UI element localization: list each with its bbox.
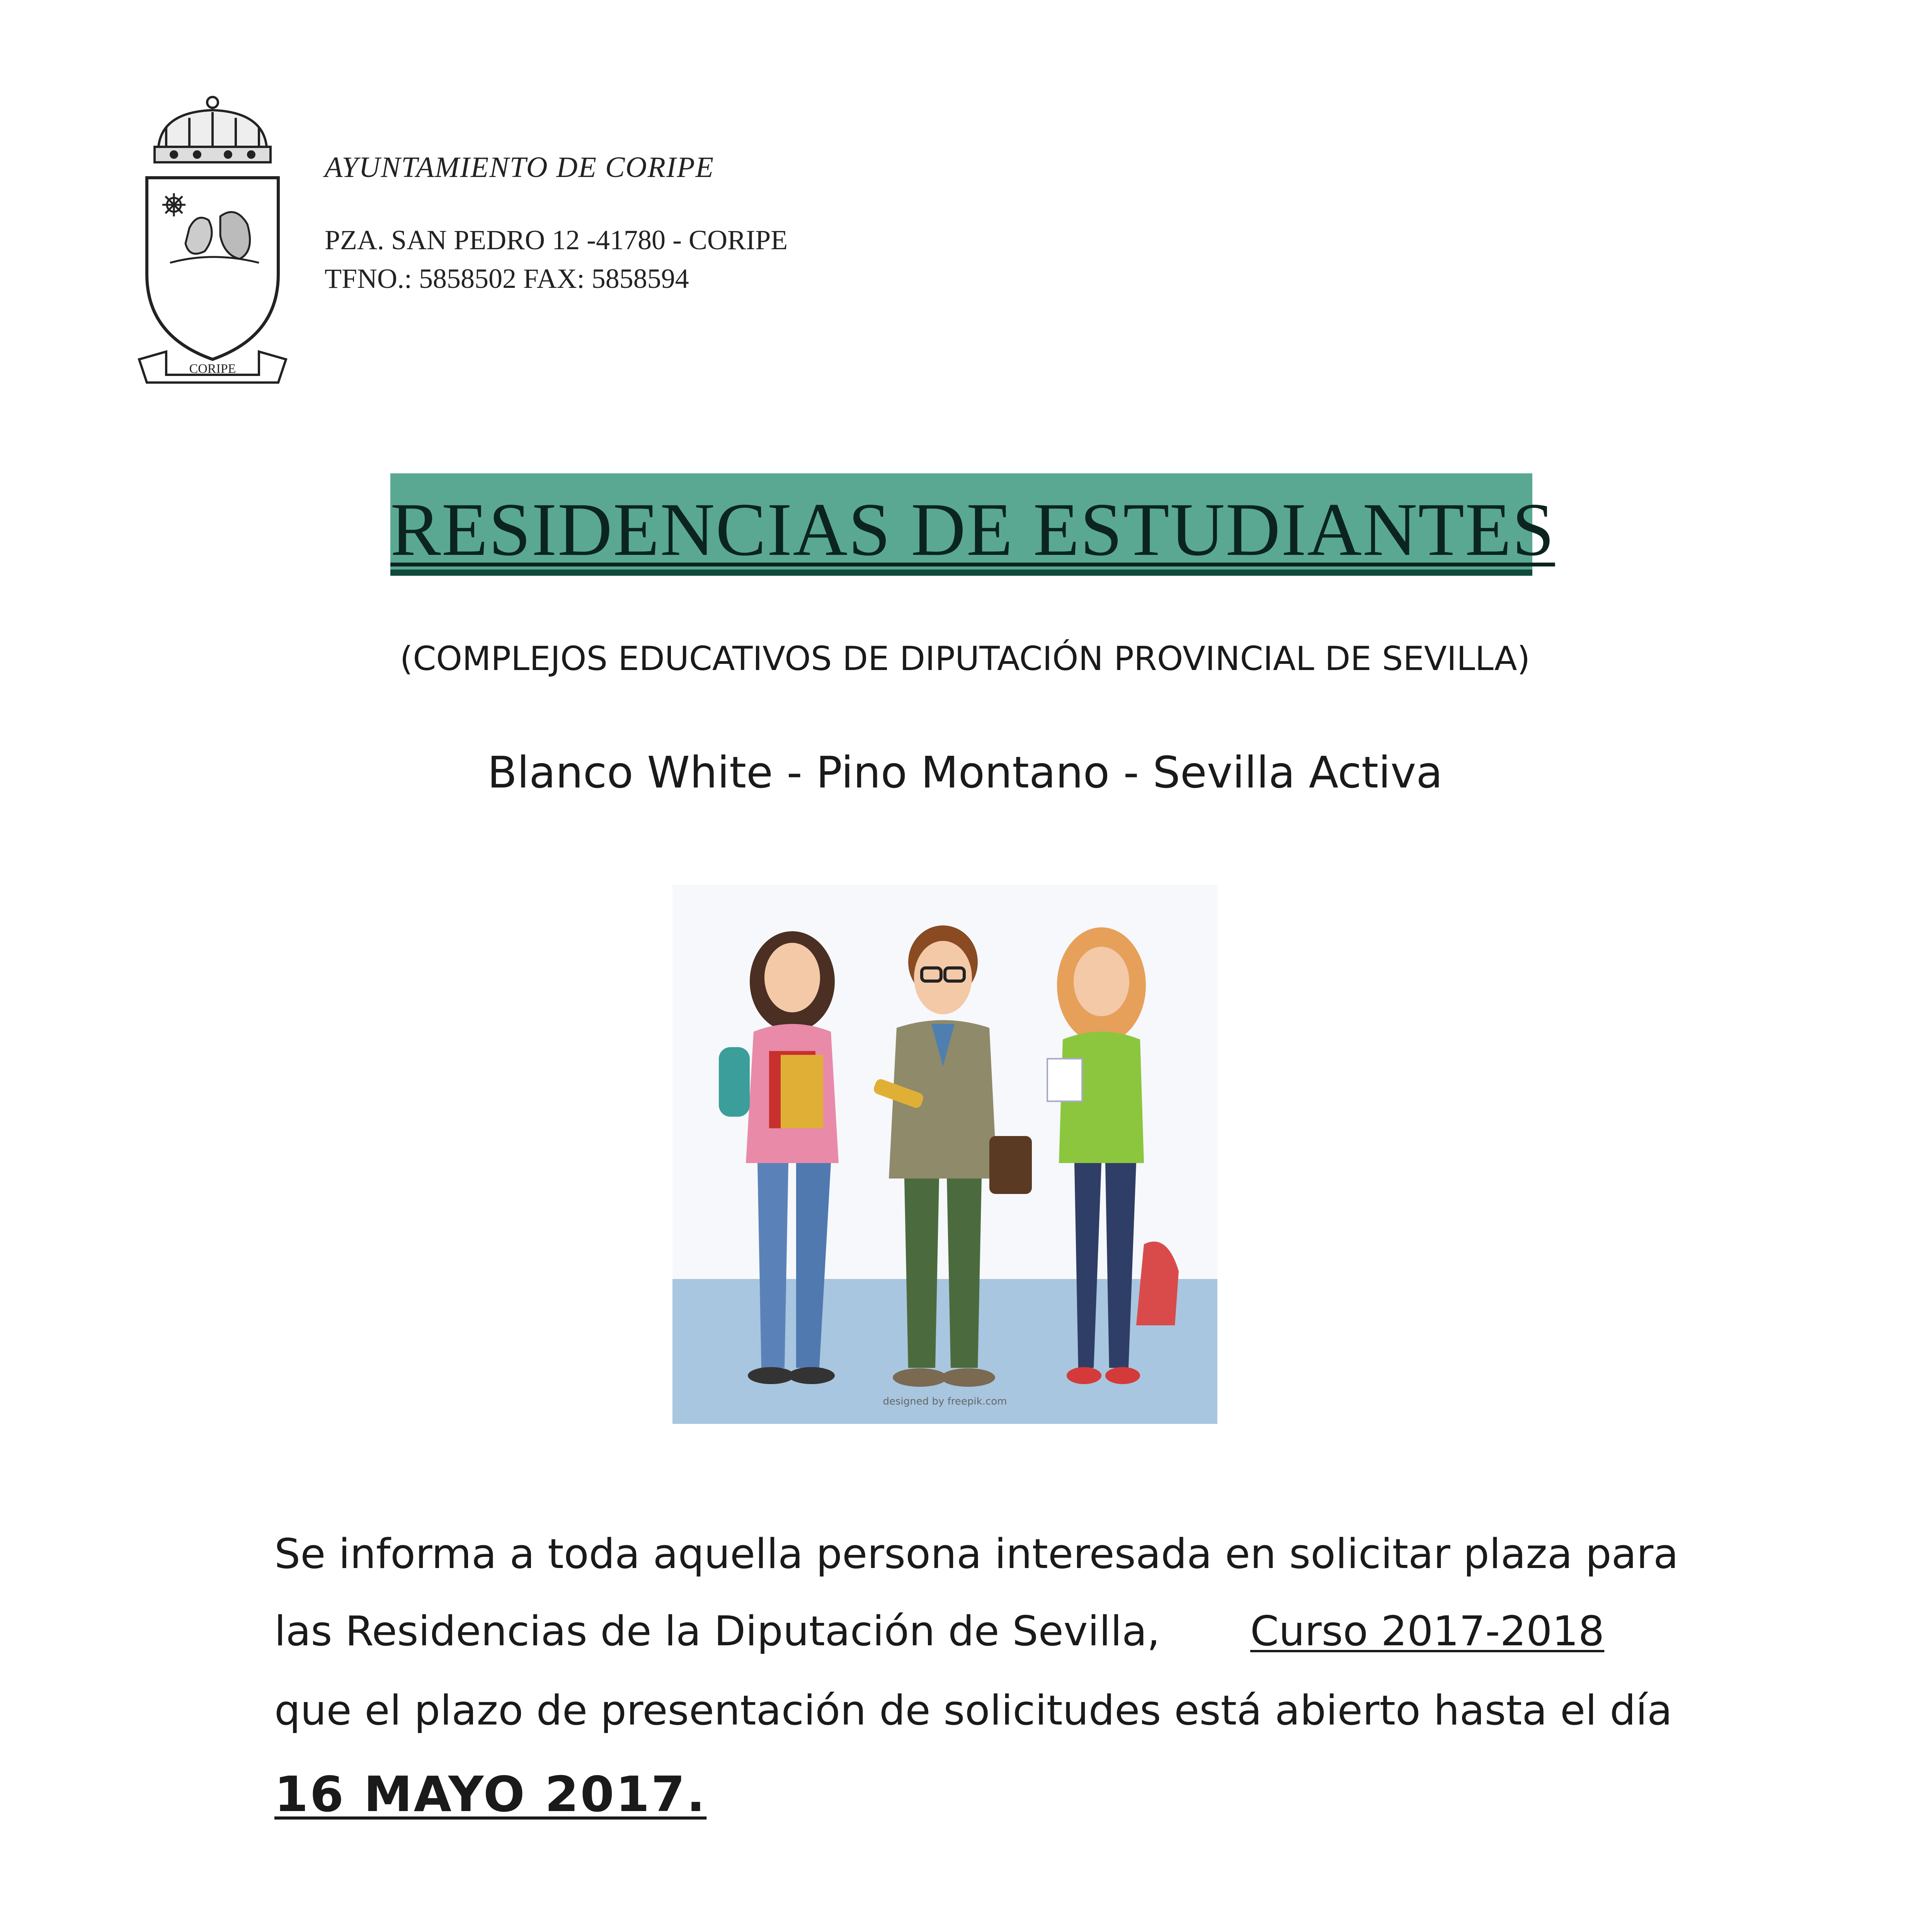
crown-icon xyxy=(155,97,271,162)
students-illustration xyxy=(672,885,1217,1424)
page-title: RESIDENCIAS DE ESTUDIANTES xyxy=(390,488,1555,571)
body-line-2: las Residencias de la Diputación de Sevilla, xyxy=(274,1607,1160,1655)
crest-label: CORIPE xyxy=(189,362,236,376)
course-year: Curso 2017-2018 xyxy=(1250,1607,1605,1655)
org-name: AYUNTAMIENTO DE CORIPE xyxy=(325,151,715,184)
body-line-1: Se informa a toda aquella persona interesada en solicitar plaza para xyxy=(274,1530,1679,1578)
title-banner xyxy=(390,473,1555,576)
municipal-crest xyxy=(131,89,294,390)
org-phone-fax: TFNO.: 5858502 FAX: 5858594 xyxy=(325,263,689,294)
residence-centers: Blanco White - Pino Montano - Sevilla Activa xyxy=(487,748,1443,798)
org-address: PZA. SAN PEDRO 12 -41780 - CORIPE xyxy=(325,224,788,255)
subtitle: (COMPLEJOS EDUCATIVOS DE DIPUTACIÓN PROVINCIAL DE SEVILLA) xyxy=(400,639,1530,678)
body-line-3: que el plazo de presentación de solicitudes está abierto hasta el día xyxy=(274,1687,1673,1734)
illustration-credit: designed by freepik.com xyxy=(883,1396,1007,1407)
deadline-date: 16 MAYO 2017. xyxy=(274,1766,707,1823)
